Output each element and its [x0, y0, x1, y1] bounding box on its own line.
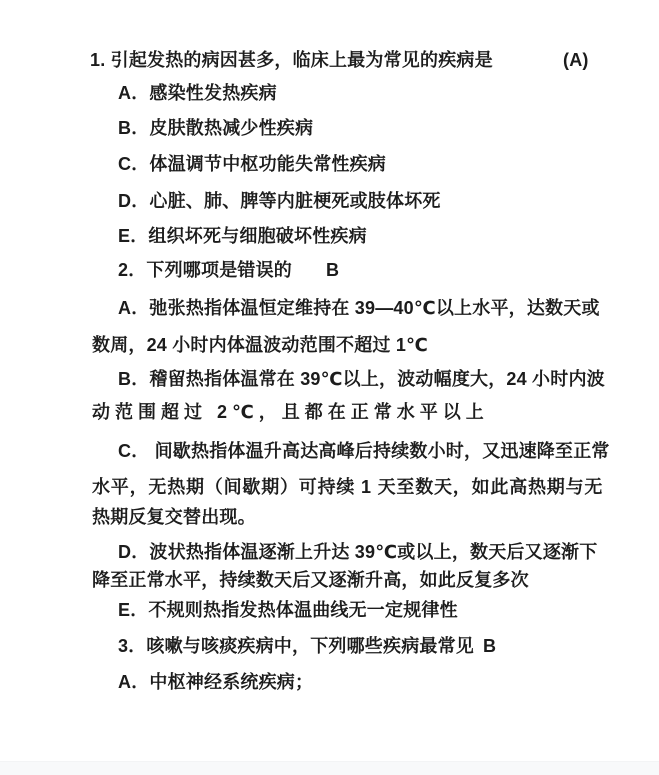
option-line — [118, 671, 313, 693]
option-continuation-line — [92, 401, 489, 423]
option-text: A．中枢神经系统疾病； — [118, 672, 314, 692]
question-3-line — [118, 635, 496, 657]
option-line — [118, 368, 605, 390]
option-text: C．体温调节中枢功能失常性疾病 — [118, 154, 386, 174]
option-line — [118, 225, 367, 247]
option-text: A．弛张热指体温恒定维持在 39—40℃以上水平，达数天或 — [118, 298, 600, 318]
answer-label: (A) — [563, 50, 589, 70]
option-text: D．波状热指体温逐渐上升达 39℃或以上，数天后又逐渐下 — [118, 542, 598, 562]
option-continuation-line — [92, 334, 428, 356]
option-line — [118, 82, 277, 104]
answer-label: B — [326, 260, 340, 280]
option-text: 降至正常水平，持续数天后又逐渐升高，如此反复多次 — [92, 570, 529, 590]
option-text: E．组织坏死与细胞破坏性疾病 — [118, 226, 367, 246]
option-continuation-line — [92, 569, 529, 591]
question-3-text: 3．咳嗽与咳痰疾病中，下列哪些疾病最常见 — [118, 636, 475, 656]
option-line — [118, 440, 610, 462]
option-text: B．稽留热指体温常在 39℃以上，波动幅度大，24 小时内波 — [118, 369, 605, 389]
option-continuation-line — [92, 506, 256, 528]
option-text: B．皮肤散热减少性疾病 — [118, 118, 314, 138]
option-line — [118, 599, 458, 621]
answer-label: B — [483, 636, 497, 656]
option-text: 热期反复交替出现。 — [92, 507, 256, 527]
option-text: 动范围超过 2℃，且都在正常水平以上 — [92, 402, 489, 422]
option-line — [118, 153, 386, 175]
option-line — [118, 190, 441, 212]
option-text: 数周，24 小时内体温波动范围不超过 1℃ — [92, 335, 429, 355]
option-text: A．感染性发热疾病 — [118, 83, 277, 103]
question-1-line — [90, 49, 589, 71]
option-line — [118, 117, 313, 139]
option-continuation-line — [92, 476, 603, 498]
option-text: 水平，无热期（间歇期）可持续 1 天至数天，如此高热期与无 — [92, 477, 604, 497]
question-1-text: 1. 引起发热的病因甚多，临床上最为常见的疾病是 — [90, 50, 493, 70]
option-text: E．不规则热指发热体温曲线无一定规律性 — [118, 600, 458, 620]
page-bottom-band — [0, 761, 659, 775]
question-2-line — [118, 259, 340, 281]
option-text: D．心脏、肺、脾等内脏梗死或肢体坏死 — [118, 191, 441, 211]
question-2-text: 2．下列哪项是错误的 — [118, 260, 293, 280]
option-line — [118, 297, 600, 319]
option-line — [118, 541, 597, 563]
option-text: C． 间歇热指体温升高达高峰后持续数小时，又迅速降至正常 — [118, 441, 610, 461]
